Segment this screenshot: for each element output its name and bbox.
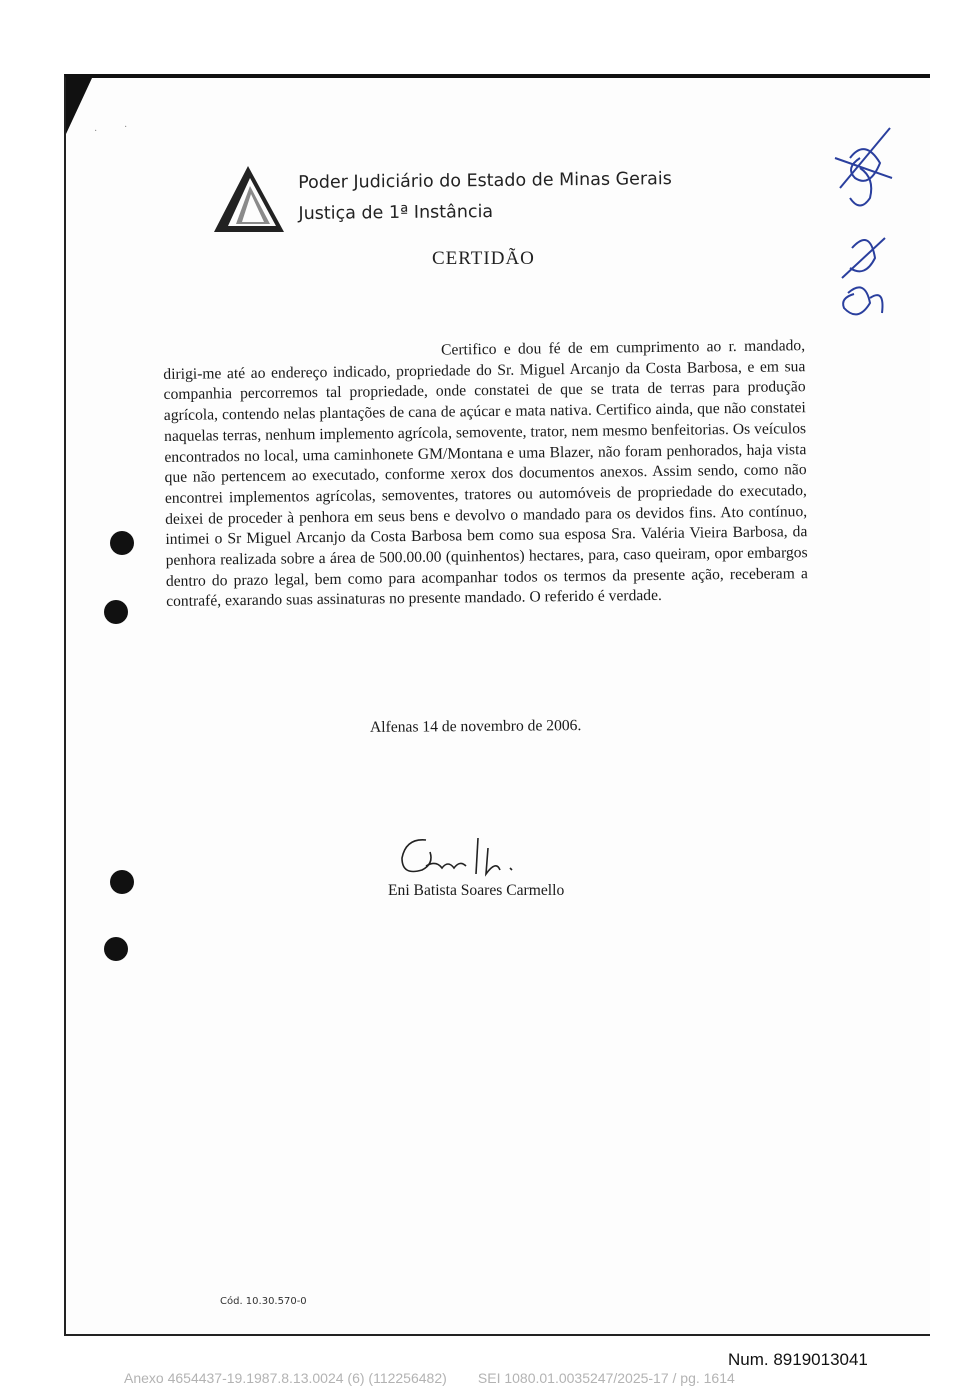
court-name: Poder Judiciário do Estado de Minas Gerais bbox=[298, 169, 672, 193]
punch-hole bbox=[110, 531, 134, 555]
document-number: Num. 8919013041 bbox=[728, 1350, 868, 1369]
scan-speck: · bbox=[124, 122, 128, 133]
court-instance: Justiça de 1ª Instância bbox=[298, 201, 494, 224]
scan-speck: · bbox=[94, 126, 98, 137]
punch-hole bbox=[104, 937, 128, 961]
date-line: Alfenas 14 de novembro de 2006. bbox=[369, 717, 582, 736]
certificate-body bbox=[163, 336, 808, 613]
paragraph-indent bbox=[163, 355, 441, 358]
sei-footer: Anexo 4654437-19.1987.8.13.0024 (6) (112256482) SEI 1080.01.0035247/2025-17 / pg. 1614 bbox=[124, 1370, 735, 1386]
signer-name: Eni Batista Soares Carmello bbox=[388, 882, 565, 899]
judiciary-logo-icon bbox=[214, 166, 284, 232]
form-code: Cód. 10.30.570-0 bbox=[220, 1296, 307, 1307]
handwritten-signature-icon bbox=[396, 830, 556, 888]
document-title: CERTIDÃO bbox=[432, 248, 535, 269]
certificate-text: Certifico e dou fé de em cumprimento ao r. mandado, dirigi-me até ao endereço indicado, propriedade do Sr. Miguel Arcanjo da Costa Barbosa, e em sua companhia percorremos tal propriedade, onde constatei de que se trata de terras para produção agrícola, contendo nelas plantações de cana de açúcar e mata nativa. Certifico ainda, que não constatei naquelas terras, nenhum implemento agrícola, semovente, trator, nem mesmo benfeitorias. Os veículos encontrados no local, uma caminhonete GM/Montana e uma Blazer, não foram penhorados, haja vista que não pertencem ao executado, conforme xerox dos documentos anexos. Assim sendo, como não encontrei implementos agrícolas, semoventes, tratores ou automóveis de propriedade do executado, deixei de proceder à penhora em seus bens e devolvo o mandado para os devidos fins. Ato contínuo, intimei o Sr Miguel Arcanjo da Costa Barbosa bem como sua esposa Sra. Valéria Vieira Barbosa, da penhora realizada sobre a área de 500.00.00 (quinhentos) hectares, para, caso queiram, opor embargos dentro do prazo legal, bem como para acompanhar todos os termos da presente ação, receberam a contrafé, exarando suas assinaturas no presente mandado. O referido é verdade. bbox=[163, 337, 808, 611]
punch-hole bbox=[104, 600, 128, 624]
page-corner-shadow bbox=[66, 78, 92, 134]
handwritten-page-marks-icon bbox=[830, 118, 900, 338]
court-header bbox=[298, 164, 672, 230]
scanned-page bbox=[64, 74, 930, 1336]
punch-hole bbox=[110, 870, 134, 894]
